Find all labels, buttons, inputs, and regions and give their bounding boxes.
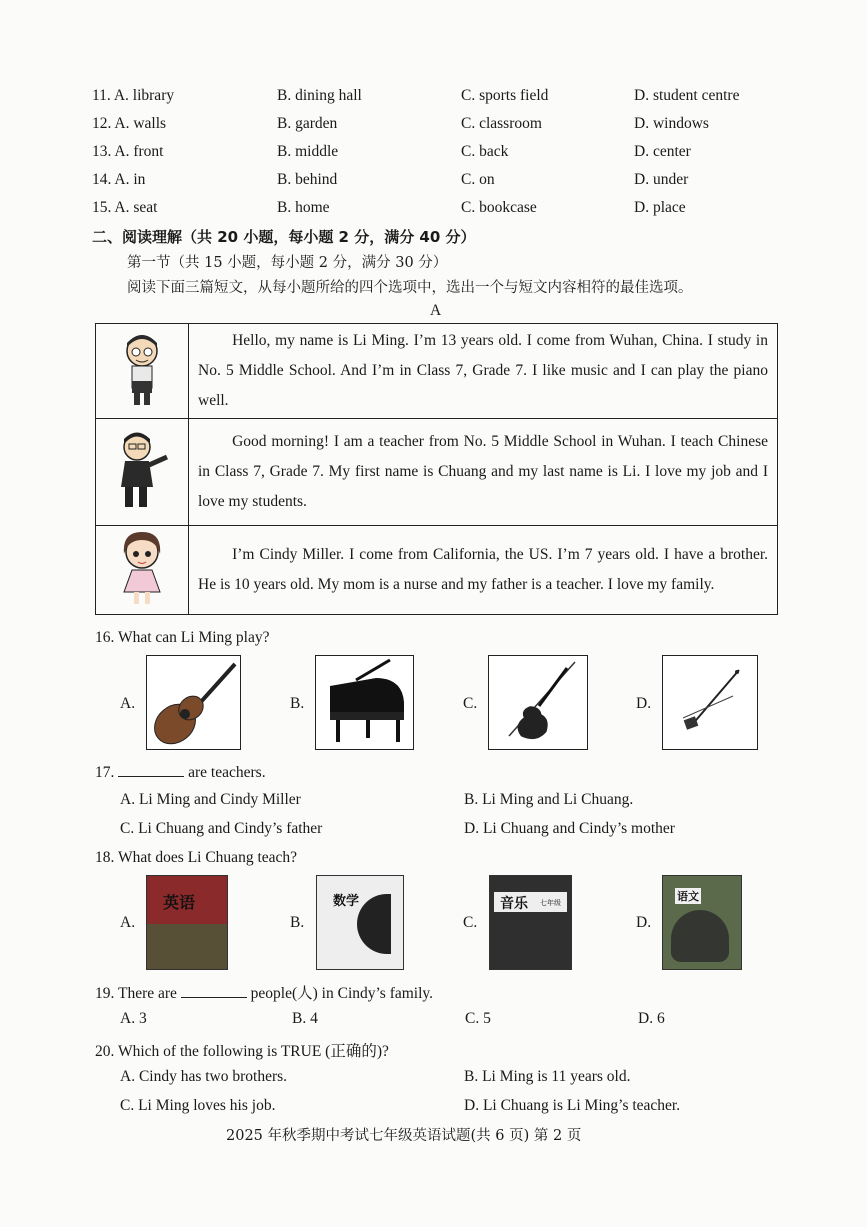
passage-row [96,526,778,615]
q20-stem: 20. Which of the following is TRUE (正确的)? [95,1043,389,1060]
boy-cartoon [96,324,189,419]
instruction: 阅读下面三篇短文，从每小题所给的四个选项中，选出一个与短文内容相符的最佳选项。 [127,280,693,296]
q19-option-a: A. 3 [120,1010,147,1027]
q17-option-b: B. Li Ming and Li Chuang. [464,791,634,808]
q15-b: B. home [277,199,330,216]
q16-stem: 16. What can Li Ming play? [95,629,270,646]
q15-a: 15. A. seat [92,199,158,216]
q16-label-a: A. [120,695,136,712]
q18-label-a: A. [120,914,136,931]
q16-label-d: D. [636,695,652,712]
q14-a: 14. A. in [92,171,146,188]
q19-stem: 19. There are people(人) in Cindy’s family. [95,985,434,1002]
q17-stem: 17. are teachers. [95,764,266,781]
page-footer: 2025 年秋季期中考试七年级英语试题(共 6 页) 第 2 页 [226,1128,582,1144]
math-book-title: 数学 [333,894,360,909]
q15-c: C. bookcase [461,199,537,216]
passage-table [95,323,778,615]
q20-option-b: B. Li Ming is 11 years old. [464,1068,631,1085]
english-book-icon [146,875,228,970]
guitar-icon [146,655,241,750]
q14-c: C. on [461,171,495,188]
q14-b: B. behind [277,171,338,188]
q16-label-b: B. [290,695,305,712]
music-book-subtitle: 七年级 [540,899,561,907]
q17-option-d: D. Li Chuang and Cindy’s mother [464,820,675,837]
music-book-title: 音乐 [500,896,528,912]
q19-option-c: C. 5 [465,1010,491,1027]
q19-option-b: B. 4 [292,1010,318,1027]
teacher-cartoon [96,419,189,526]
erhu-icon [662,655,758,750]
q13-d: D. center [634,143,691,160]
passage-text-1: Hello, my name is Li Ming. I’m 13 years old. I come from Wuhan, China. I study in No. 5 Middle School. And I’m in Class 7, Grade 7. I like music and I can play the piano well. [189,324,778,419]
q11-d: D. student centre [634,87,740,104]
chinese-book-icon [662,875,742,970]
piano-icon [315,655,414,750]
q18-label-d: D. [636,914,652,931]
passage-row [96,419,778,526]
math-book-icon [316,875,404,970]
q12-b: B. garden [277,115,338,132]
english-book-title: 英语 [163,893,196,912]
q12-a: 12. A. walls [92,115,167,132]
q13-c: C. back [461,143,509,160]
q12-d: D. windows [634,115,709,132]
music-book-icon [489,875,572,970]
part-title: 第一节（共 15 小题，每小题 2 分，满分 30 分） [127,255,448,271]
q11-a: 11. A. library [92,87,175,104]
passage-row [96,324,778,419]
q20-option-d: D. Li Chuang is Li Ming’s teacher. [464,1097,681,1114]
q18-stem: 18. What does Li Chuang teach? [95,849,298,866]
passage-text-2: Good morning! I am a teacher from No. 5 Middle School in Wuhan. I teach Chinese in Class 7, Grade 7. My first name is Chuang and my last name is Li. I love my job and I love my students. [189,419,778,526]
q17-option-c: C. Li Chuang and Cindy’s father [120,820,323,837]
q18-label-c: C. [463,914,478,931]
section-title: 二、阅读理解（共 20 小题，每小题 2 分，满分 40 分） [92,228,476,246]
q20-option-a: A. Cindy has two brothers. [120,1068,288,1085]
q15-d: D. place [634,199,686,216]
q16-label-c: C. [463,695,478,712]
q19-option-d: D. 6 [638,1010,665,1027]
q18-label-b: B. [290,914,305,931]
q12-c: C. classroom [461,115,542,132]
q11-b: B. dining hall [277,87,362,104]
chinese-book-title: 语文 [677,890,699,903]
q20-option-c: C. Li Ming loves his job. [120,1097,276,1114]
q17-option-a: A. Li Ming and Cindy Miller [120,791,301,808]
girl-cartoon [96,526,189,615]
passage-text-3: I’m Cindy Miller. I come from California, the US. I’m 7 years old. I have a brother. He is 10 years old. My mom is a nurse and my father is a teacher. I love my family. [189,526,778,615]
violin-icon [488,655,588,750]
passage-label: A [430,302,442,319]
q13-a: 13. A. front [92,143,164,160]
q13-b: B. middle [277,143,339,160]
q14-d: D. under [634,171,689,188]
q11-c: C. sports field [461,87,549,104]
